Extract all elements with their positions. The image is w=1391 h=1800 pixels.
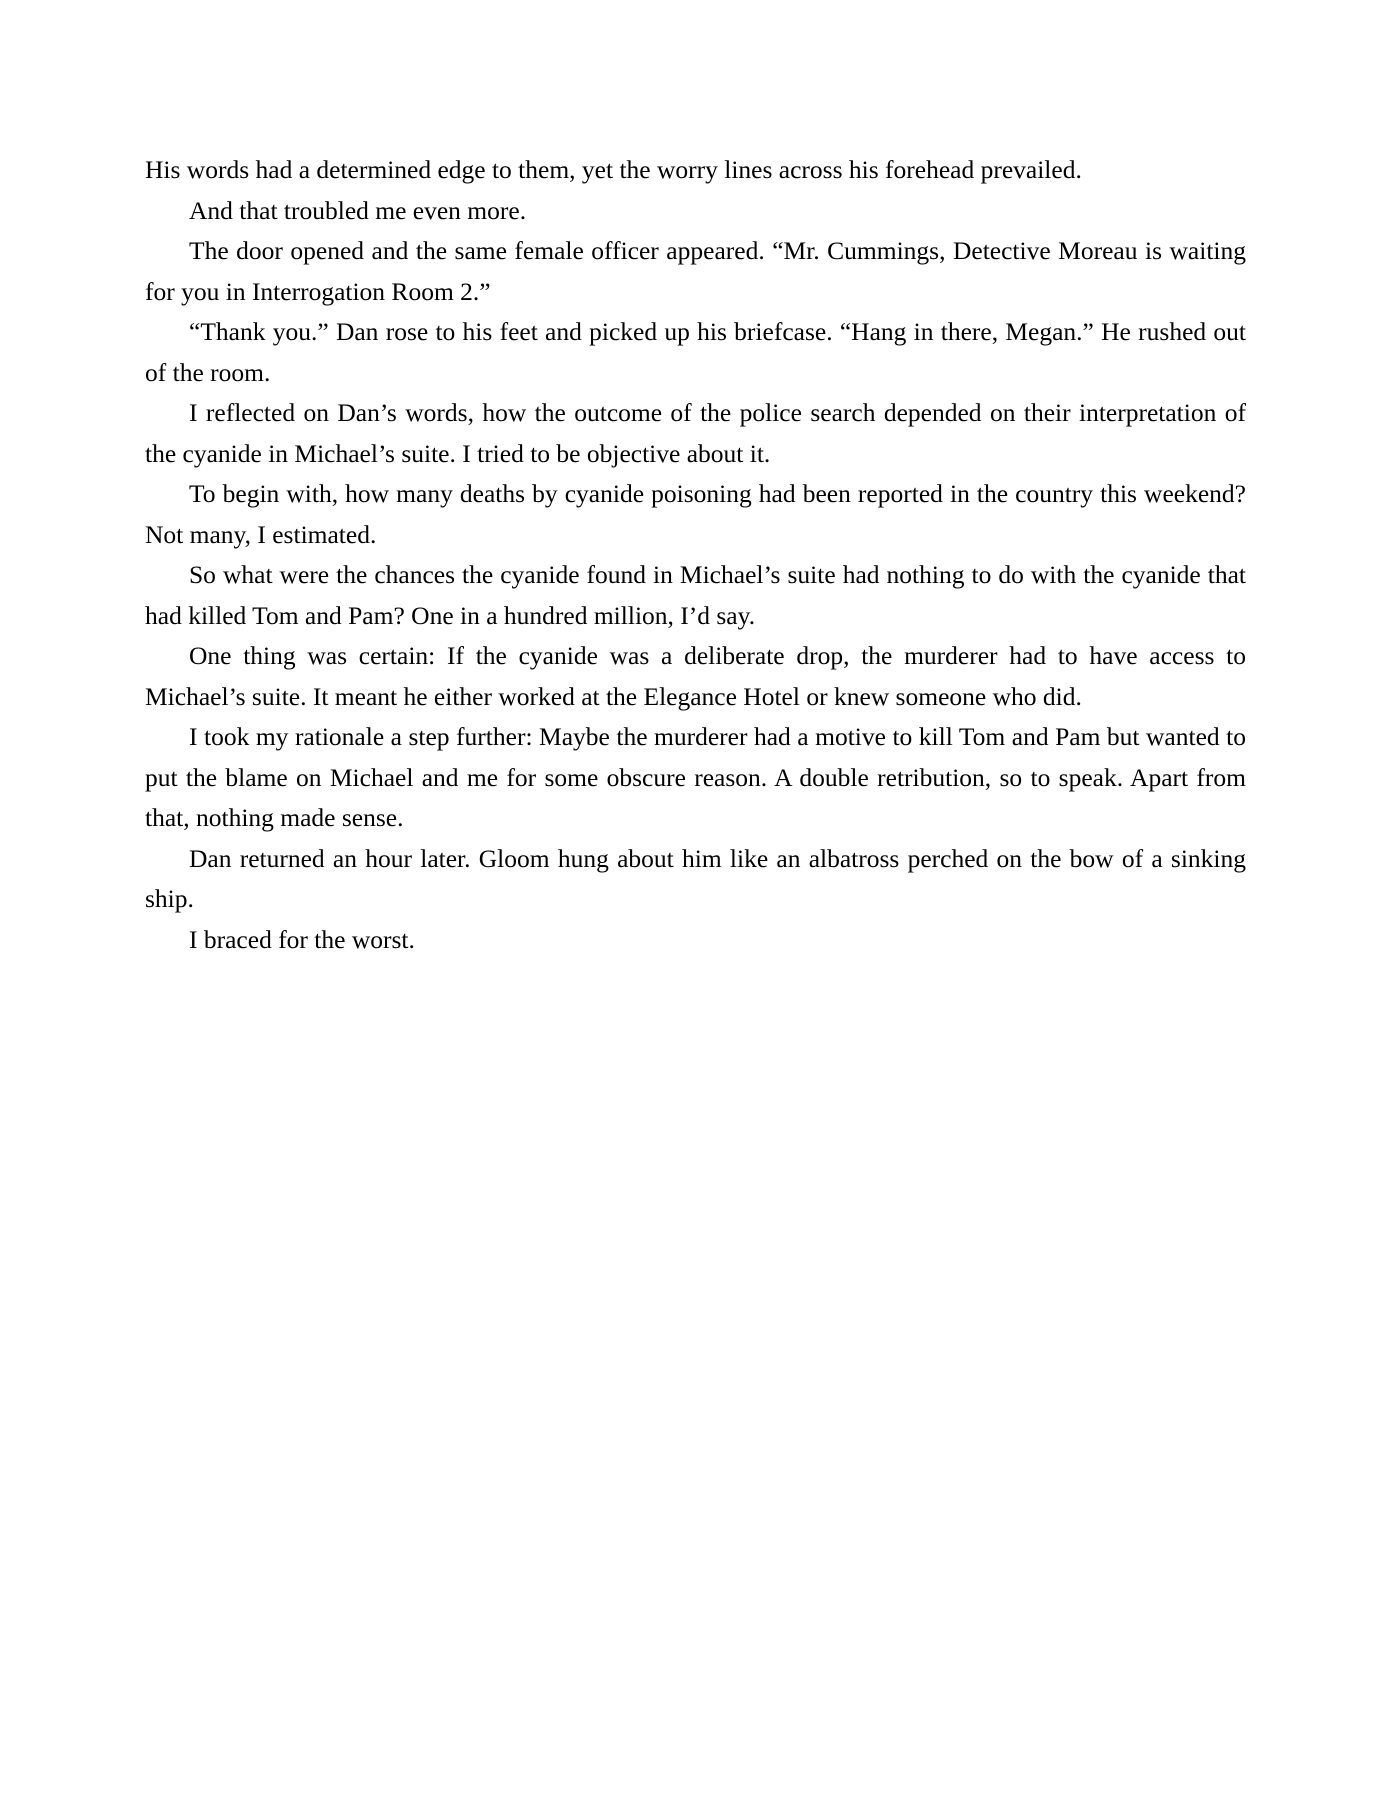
paragraph: His words had a determined edge to them, yet the worry lines across his forehead prevailed. bbox=[145, 155, 1082, 184]
paragraph: One thing was certain: If the cyanide was a deliberate drop, the murderer had to have access to Michael’s suite. It meant he either worked at the Elegance Hotel or knew someone who did. bbox=[145, 641, 1246, 711]
paragraph: I reflected on Dan’s words, how the outcome of the police search depended on their interpretation of the cyanide in Michael’s suite. I tried to be objective about it. bbox=[145, 398, 1246, 468]
paragraph: I took my rationale a step further: Maybe the murderer had a motive to kill Tom and Pam but wanted to put the blame on Michael and me for some obscure reason. A double retribution, so to speak. Apart from that, nothing made sense. bbox=[145, 722, 1246, 832]
paragraph: I braced for the worst. bbox=[189, 924, 415, 954]
paragraph: So what were the chances the cyanide found in Michael’s suite had nothing to do with the cyanide that had killed Tom and Pam? One in a hundred million, I’d say. bbox=[145, 560, 1246, 630]
paragraph: “Thank you.” Dan rose to his feet and picked up his briefcase. “Hang in there, Megan.” He rushed out of the room. bbox=[145, 317, 1246, 387]
paragraph: To begin with, how many deaths by cyanide poisoning had been reported in the country this weekend? Not many, I estimated. bbox=[145, 479, 1246, 549]
paragraph: The door opened and the same female officer appeared. “Mr. Cummings, Detective Moreau is waiting for you in Interrogation Room 2.” bbox=[145, 236, 1246, 306]
page-body-text bbox=[145, 150, 1246, 960]
paragraph: Dan returned an hour later. Gloom hung about him like an albatross perched on the bow of a sinking ship. bbox=[145, 843, 1246, 913]
paragraph: And that troubled me even more. bbox=[189, 195, 527, 225]
